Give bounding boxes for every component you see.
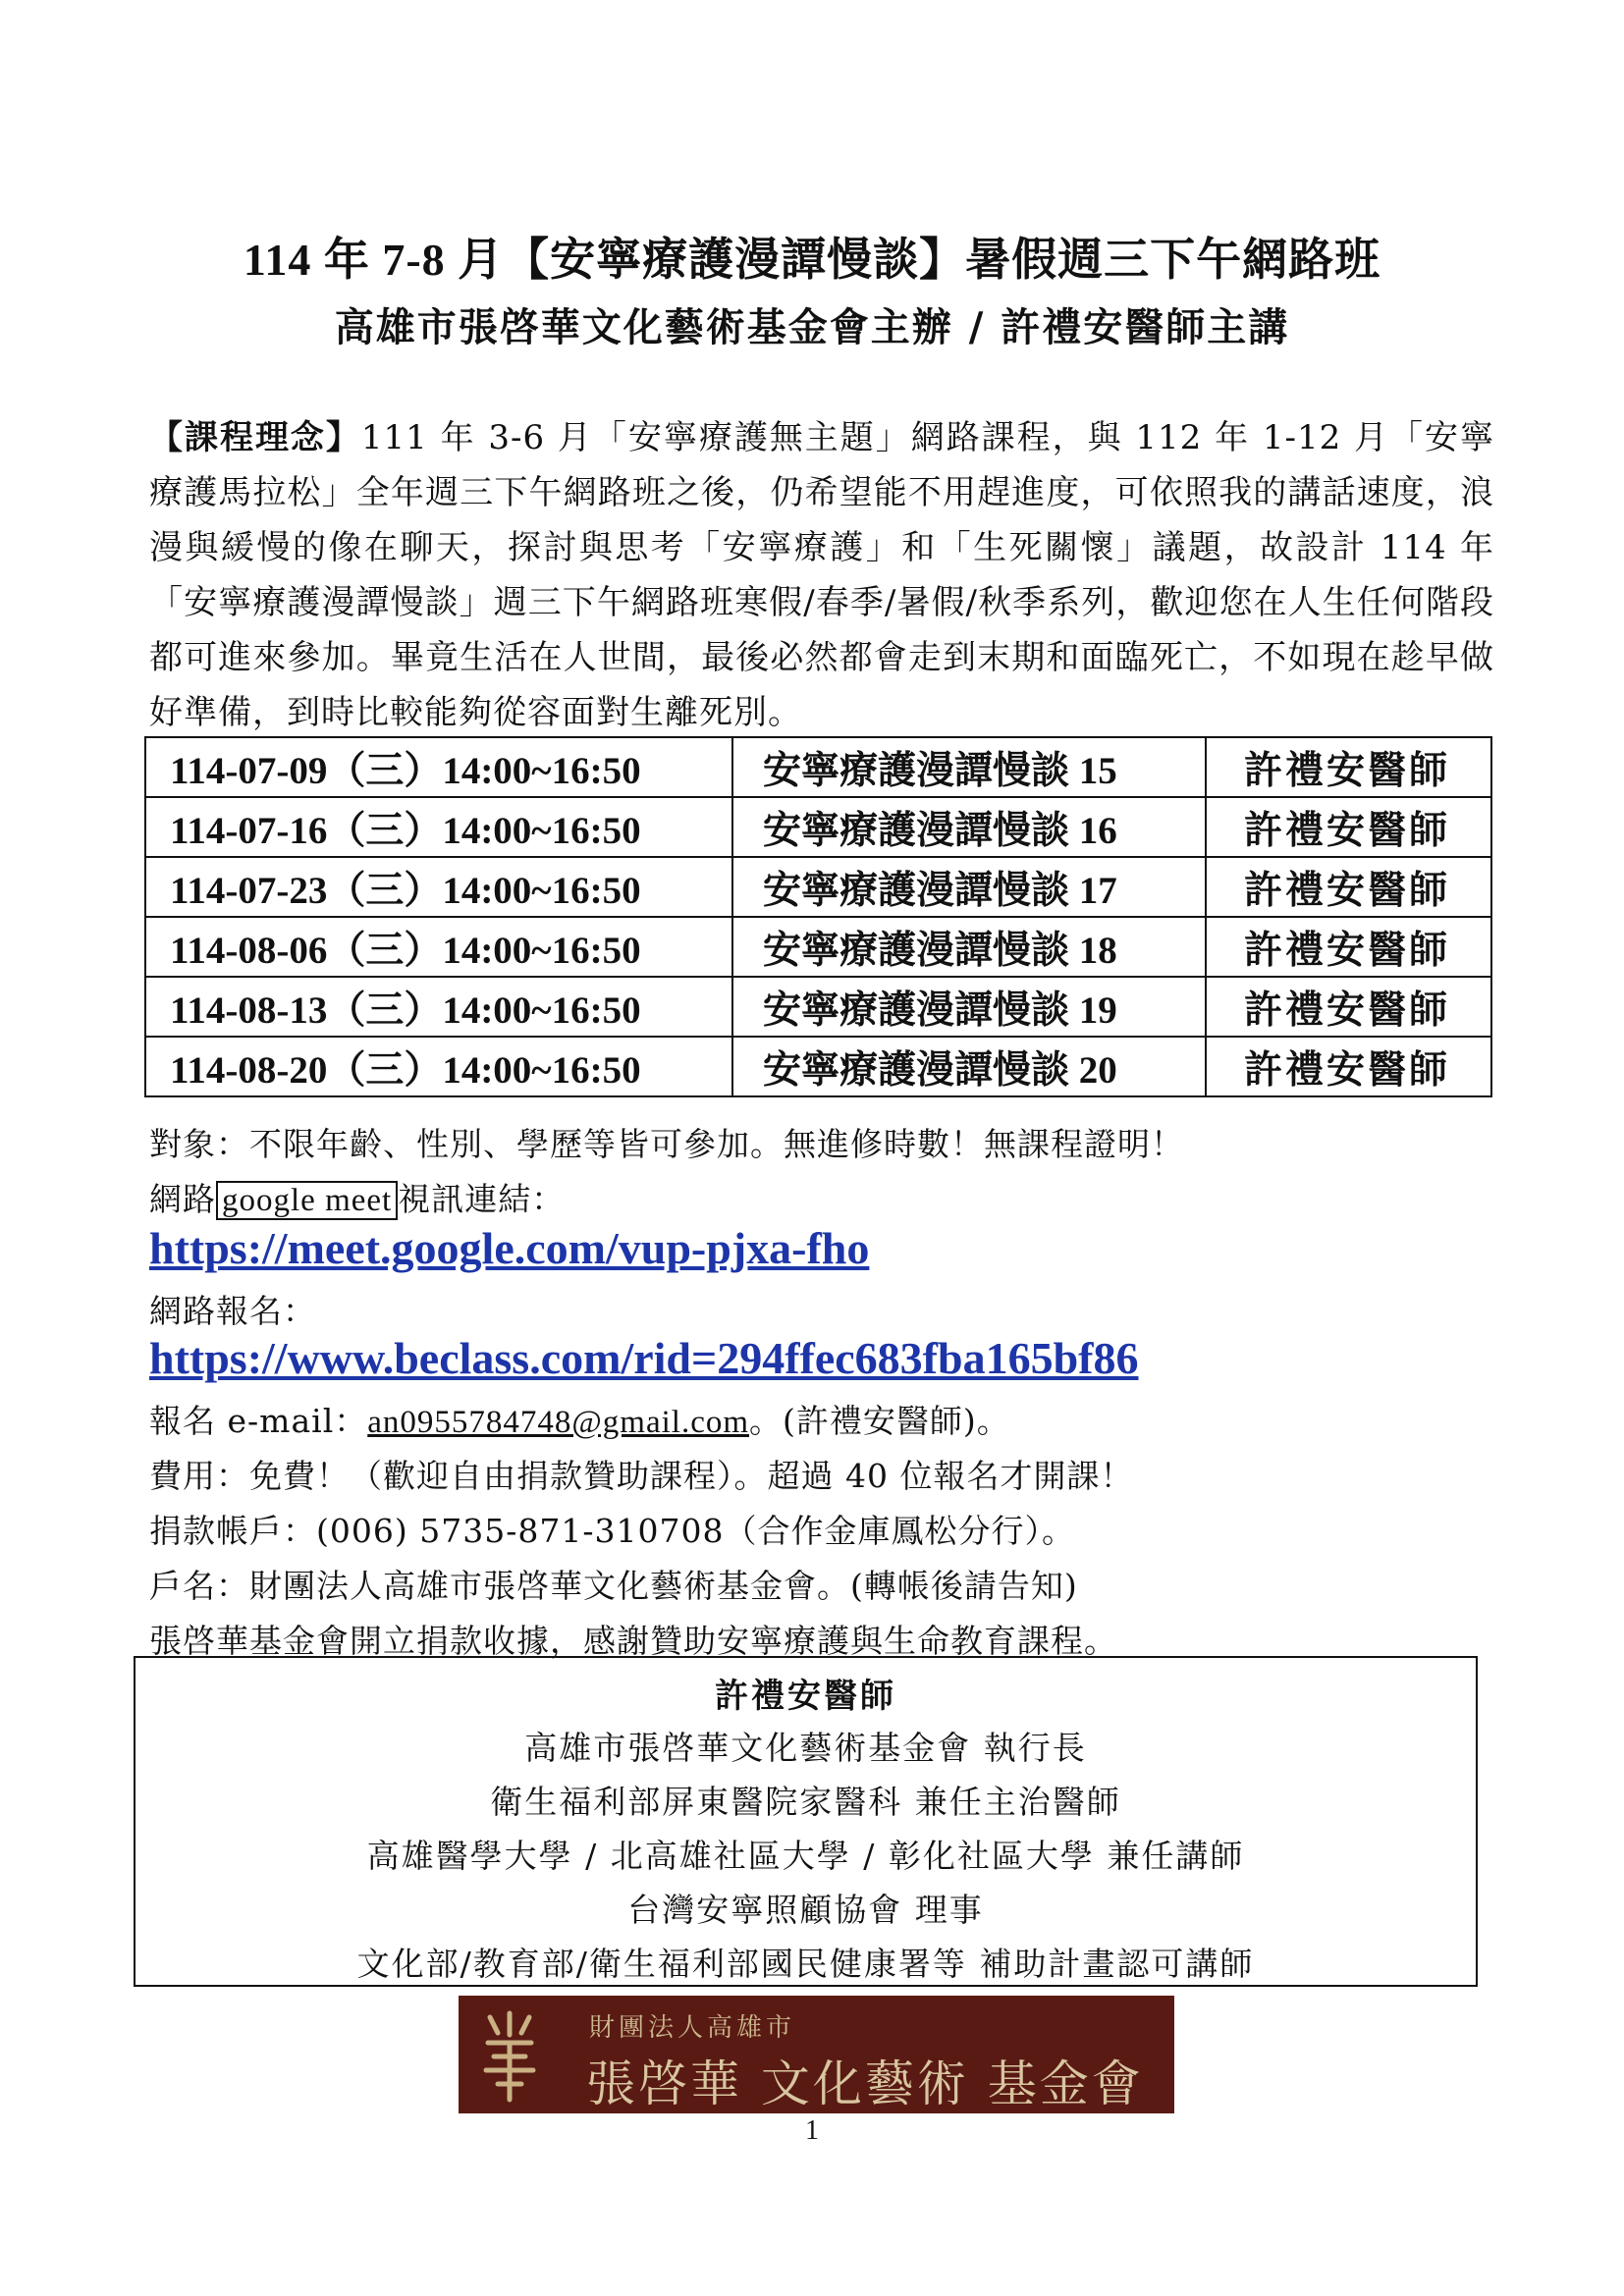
table-row (145, 917, 1491, 977)
profile-line: 高雄醫學大學 / 北高雄社區大學 / 彰化社區大學 兼任講師 (366, 1837, 1245, 1875)
account-name-line: 戶名：財團法人高雄市張啓華文化藝術基金會。(轉帳後請告知) (149, 1567, 1078, 1605)
page-number: 1 (805, 2115, 819, 2146)
profile-line: 衛生福利部屏東醫院家醫科 兼任主治醫師 (490, 1783, 1121, 1821)
session-topic: 安寧療護漫譚慢談 18 (732, 917, 1206, 977)
table-row (145, 797, 1491, 857)
foundation-seal-icon (480, 2005, 539, 2104)
session-topic: 安寧療護漫譚慢談 15 (732, 737, 1206, 797)
session-speaker: 許禮安醫師 (1206, 977, 1491, 1037)
register-label: 網路報名： (149, 1292, 316, 1330)
account-line: 捐款帳戶：(006) 5735-871-310708（合作金庫鳳松分行）。 (149, 1512, 1075, 1550)
page-title: 114 年 7-8 月【安寧療護漫譚慢談】暑假週三下午網路班 (243, 235, 1381, 285)
page-subtitle: 高雄市張啓華文化藝術基金會主辦 / 許禮安醫師主講 (334, 304, 1290, 350)
google-meet-box: google meet (216, 1181, 398, 1220)
session-date: 114-08-20（三）14:00~16:50 (145, 1037, 732, 1096)
session-speaker: 許禮安醫師 (1206, 857, 1491, 917)
email-suffix: 。(許禮安醫師)。 (749, 1402, 1010, 1440)
session-topic: 安寧療護漫譚慢談 20 (732, 1037, 1206, 1096)
session-date: 114-07-23（三）14:00~16:50 (145, 857, 732, 917)
fee-line: 費用：免費！（歡迎自由捐款贊助課程）。超過 40 位報名才開課！ (149, 1457, 1134, 1495)
profile-line: 台灣安寧照顧協會 理事 (627, 1891, 984, 1929)
intro-lead: 【課程理念】 (149, 418, 361, 457)
email-link[interactable]: an0955784748@gmail.com (367, 1405, 750, 1440)
session-date: 114-07-09（三）14:00~16:50 (145, 737, 732, 797)
session-speaker: 許禮安醫師 (1206, 917, 1491, 977)
session-topic: 安寧療護漫譚慢談 19 (732, 977, 1206, 1037)
profile-line: 高雄市張啓華文化藝術基金會 執行長 (524, 1729, 1087, 1767)
register-link[interactable]: https://www.beclass.com/rid=294ffec683fba165bf86 (149, 1333, 1139, 1383)
audience-note: 對象：不限年齡、性別、學歷等皆可參加。無進修時數！無課程證明！ (149, 1125, 1184, 1163)
session-date: 114-07-16（三）14:00~16:50 (145, 797, 732, 857)
profile-name: 許禮安醫師 (715, 1677, 896, 1716)
meet-link[interactable]: https://meet.google.com/vup-pjxa-fho (149, 1223, 870, 1273)
table-row (145, 737, 1491, 797)
schedule-table (144, 736, 1492, 1097)
email-prefix: 報名 e-mail： (149, 1402, 368, 1440)
email-line (149, 1396, 1494, 1442)
receipt-line: 張啓華基金會開立捐款收據，感謝贊助安寧療護與生命教育課程。 (149, 1622, 1117, 1660)
session-speaker: 許禮安醫師 (1206, 797, 1491, 857)
profile-line: 文化部/教育部/衛生福利部國民健康署等 補助計畫認可講師 (356, 1945, 1255, 1983)
course-intro (149, 410, 1494, 740)
meet-suffix: 視訊連結： (398, 1180, 566, 1218)
foundation-logo (459, 1996, 1174, 2113)
table-row (145, 977, 1491, 1037)
speaker-profile-box (134, 1656, 1478, 1987)
logo-big-text: 張啓華 文化藝術 基金會 (586, 2056, 1144, 2112)
session-speaker: 許禮安醫師 (1206, 1037, 1491, 1096)
session-topic: 安寧療護漫譚慢談 16 (732, 797, 1206, 857)
logo-small-text: 財團法人高雄市 (589, 2013, 796, 2043)
meet-prefix: 網路 (149, 1180, 216, 1218)
session-date: 114-08-06（三）14:00~16:50 (145, 917, 732, 977)
session-topic: 安寧療護漫譚慢談 17 (732, 857, 1206, 917)
table-row (145, 857, 1491, 917)
intro-text: 111 年 3-6 月「安寧療護無主題」網路課程，與 112 年 1-12 月「安寧療護馬拉松」全年週三下午網路班之後，仍希望能不用趕進度，可依照我的講話速度，浪漫與緩慢的像在聊天，探討與思考「安寧療護」和「生死關懷」議題，故設計 114 年「安寧療護漫譚慢談」週三下午網路班寒假/春季/暑假/秋季系列，歡迎您在人生任何階段都可進來參加。畢竟生活在人世間，最後必然都會走到末期和面臨死亡，不如現在趁早做好準備，到時比較能夠從容面對生離死別。 (149, 418, 1494, 732)
session-date: 114-08-13（三）14:00~16:50 (145, 977, 732, 1037)
meet-label (149, 1174, 1494, 1220)
session-speaker: 許禮安醫師 (1206, 737, 1491, 797)
table-row (145, 1037, 1491, 1096)
